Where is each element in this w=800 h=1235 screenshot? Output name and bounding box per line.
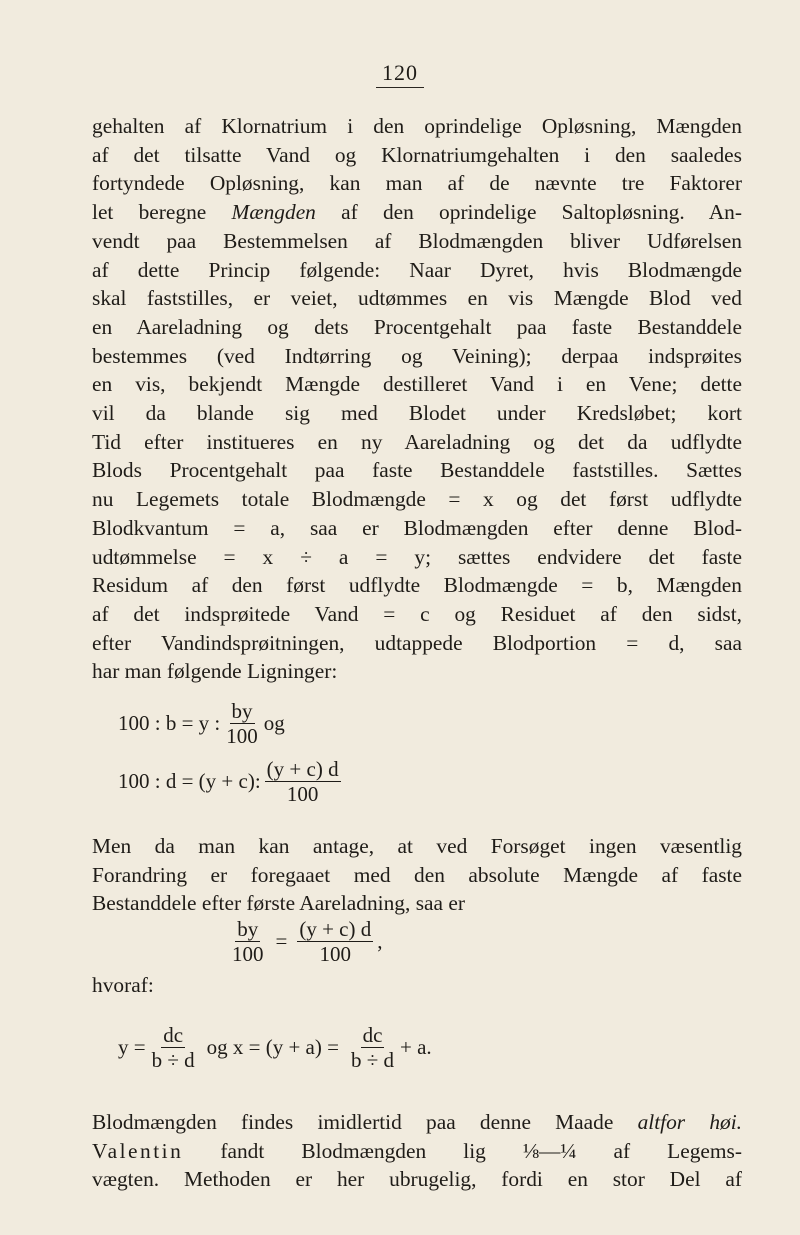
text-line: bestemmes (ved Indtørring og Veining); derpaa indsprøites (92, 343, 742, 368)
fraction (230, 918, 266, 965)
text-line: Bestanddele efter første Aareladning, saa er (92, 891, 465, 916)
equation-tail: + a. (400, 1035, 432, 1059)
numerator: by (231, 699, 253, 723)
fraction (297, 918, 373, 965)
paragraph-1 (92, 112, 742, 686)
text-line: en vis, bekjendt Mængde destilleret Vand i en Vene; dette (92, 372, 742, 397)
paragraph-2 (92, 832, 742, 918)
numerator: dc (362, 1023, 383, 1047)
text-line: vendt paa Bestemmelsen af Blodmængden bliver Udførelsen (92, 228, 742, 253)
numerator: (y + c) d (299, 917, 372, 941)
numerator: dc (163, 1023, 184, 1047)
equation-3 (226, 918, 383, 965)
text-line: Blodkvantum = a, saa er Blodmængden efter denne Blod- (92, 515, 742, 540)
denominator: 100 (226, 724, 258, 748)
equation-1 (118, 700, 285, 747)
text-line: Blods Procentgehalt paa faste Bestanddele faststilles. Sættes (92, 458, 742, 483)
emphasis: Mængden (231, 200, 316, 225)
fraction (224, 700, 260, 747)
text-line: nu Legemets totale Blodmængde = x og det først udflydte (92, 487, 742, 512)
fraction (150, 1024, 197, 1071)
denominator: b ÷ d (350, 1048, 394, 1072)
fraction (349, 1024, 396, 1071)
text-line: af dette Princip følgende: Naar Dyret, hvis Blodmængde (92, 257, 742, 282)
paragraph-3 (92, 1108, 742, 1194)
text-line: har man følgende Ligninger: (92, 659, 338, 684)
denominator: 100 (319, 942, 352, 966)
text-line: af det indsprøitede Vand = c og Residuet af den sidst, (92, 601, 742, 626)
equation-4 (118, 1024, 432, 1071)
denominator: 100 (286, 782, 319, 806)
numerator: by (237, 917, 259, 941)
text-line: Men da man kan antage, at ved Forsøget ingen væsentlig (92, 834, 742, 858)
equation-tail: og (263, 711, 285, 735)
equals-sign: = (275, 929, 288, 953)
emphasis: altfor høi. (637, 1110, 743, 1134)
equation-middle: og x = (y + a) = (206, 1035, 339, 1059)
text-line: vil da blande sig med Blodet under Kredsløbet; kort (92, 401, 742, 426)
text-line-mixed: Valentin fandt Blodmængden lig ⅛—¼ af Legems- (92, 1138, 742, 1163)
equation-2 (118, 758, 345, 805)
denominator: 100 (232, 942, 264, 966)
denominator: b ÷ d (151, 1048, 195, 1072)
author-name: Valentin (92, 1138, 184, 1163)
text-line-mixed: Blodmængden findes imidlertid paa denne Maade altfor høi. (92, 1110, 743, 1134)
equation-lhs: 100 : b = y : (118, 711, 221, 735)
text-line: af det tilsatte Vand og Klornatriumgehalten i den saaledes (92, 142, 742, 167)
equation-lhs: y = (118, 1035, 146, 1059)
text-line: en Aareladning og dets Procentgehalt paa faste Bestanddele (92, 314, 742, 339)
text-line: Residum af den først udflydte Blodmængde = b, Mængden (92, 573, 742, 598)
equation-tail: , (377, 929, 383, 953)
text-line: udtømmelse = x ÷ a = y; sættes endvidere det faste (92, 544, 742, 569)
fraction (265, 758, 341, 805)
text-line: efter Vandindsprøitningen, udtappede Blodportion = d, saa (92, 630, 742, 655)
text-line-mixed: let beregne Mængden af den oprindelige Saltopløsning. An- (92, 200, 742, 225)
text-line: fortyndede Opløsning, kan man af de nævnte tre Faktorer (92, 171, 742, 196)
numerator: (y + c) d (266, 757, 339, 781)
text-line: skal faststilles, er veiet, udtømmes en vis Mængde Blod ved (92, 286, 742, 311)
text-line: Tid efter institueres en ny Aareladning og det da udflydte (92, 429, 742, 454)
page-number: 120 (0, 60, 800, 86)
equation-lhs: 100 : d = (y + c): (118, 769, 261, 793)
text-line: gehalten af Klornatrium i den oprindelige Opløsning, Mængden (92, 114, 742, 138)
hvoraf-label: hvoraf: (92, 973, 154, 997)
text-line: vægten. Methoden er her ubrugelig, fordi en stor Del af (92, 1167, 742, 1192)
text-line: Forandring er foregaaet med den absolute Mængde af faste (92, 862, 742, 887)
